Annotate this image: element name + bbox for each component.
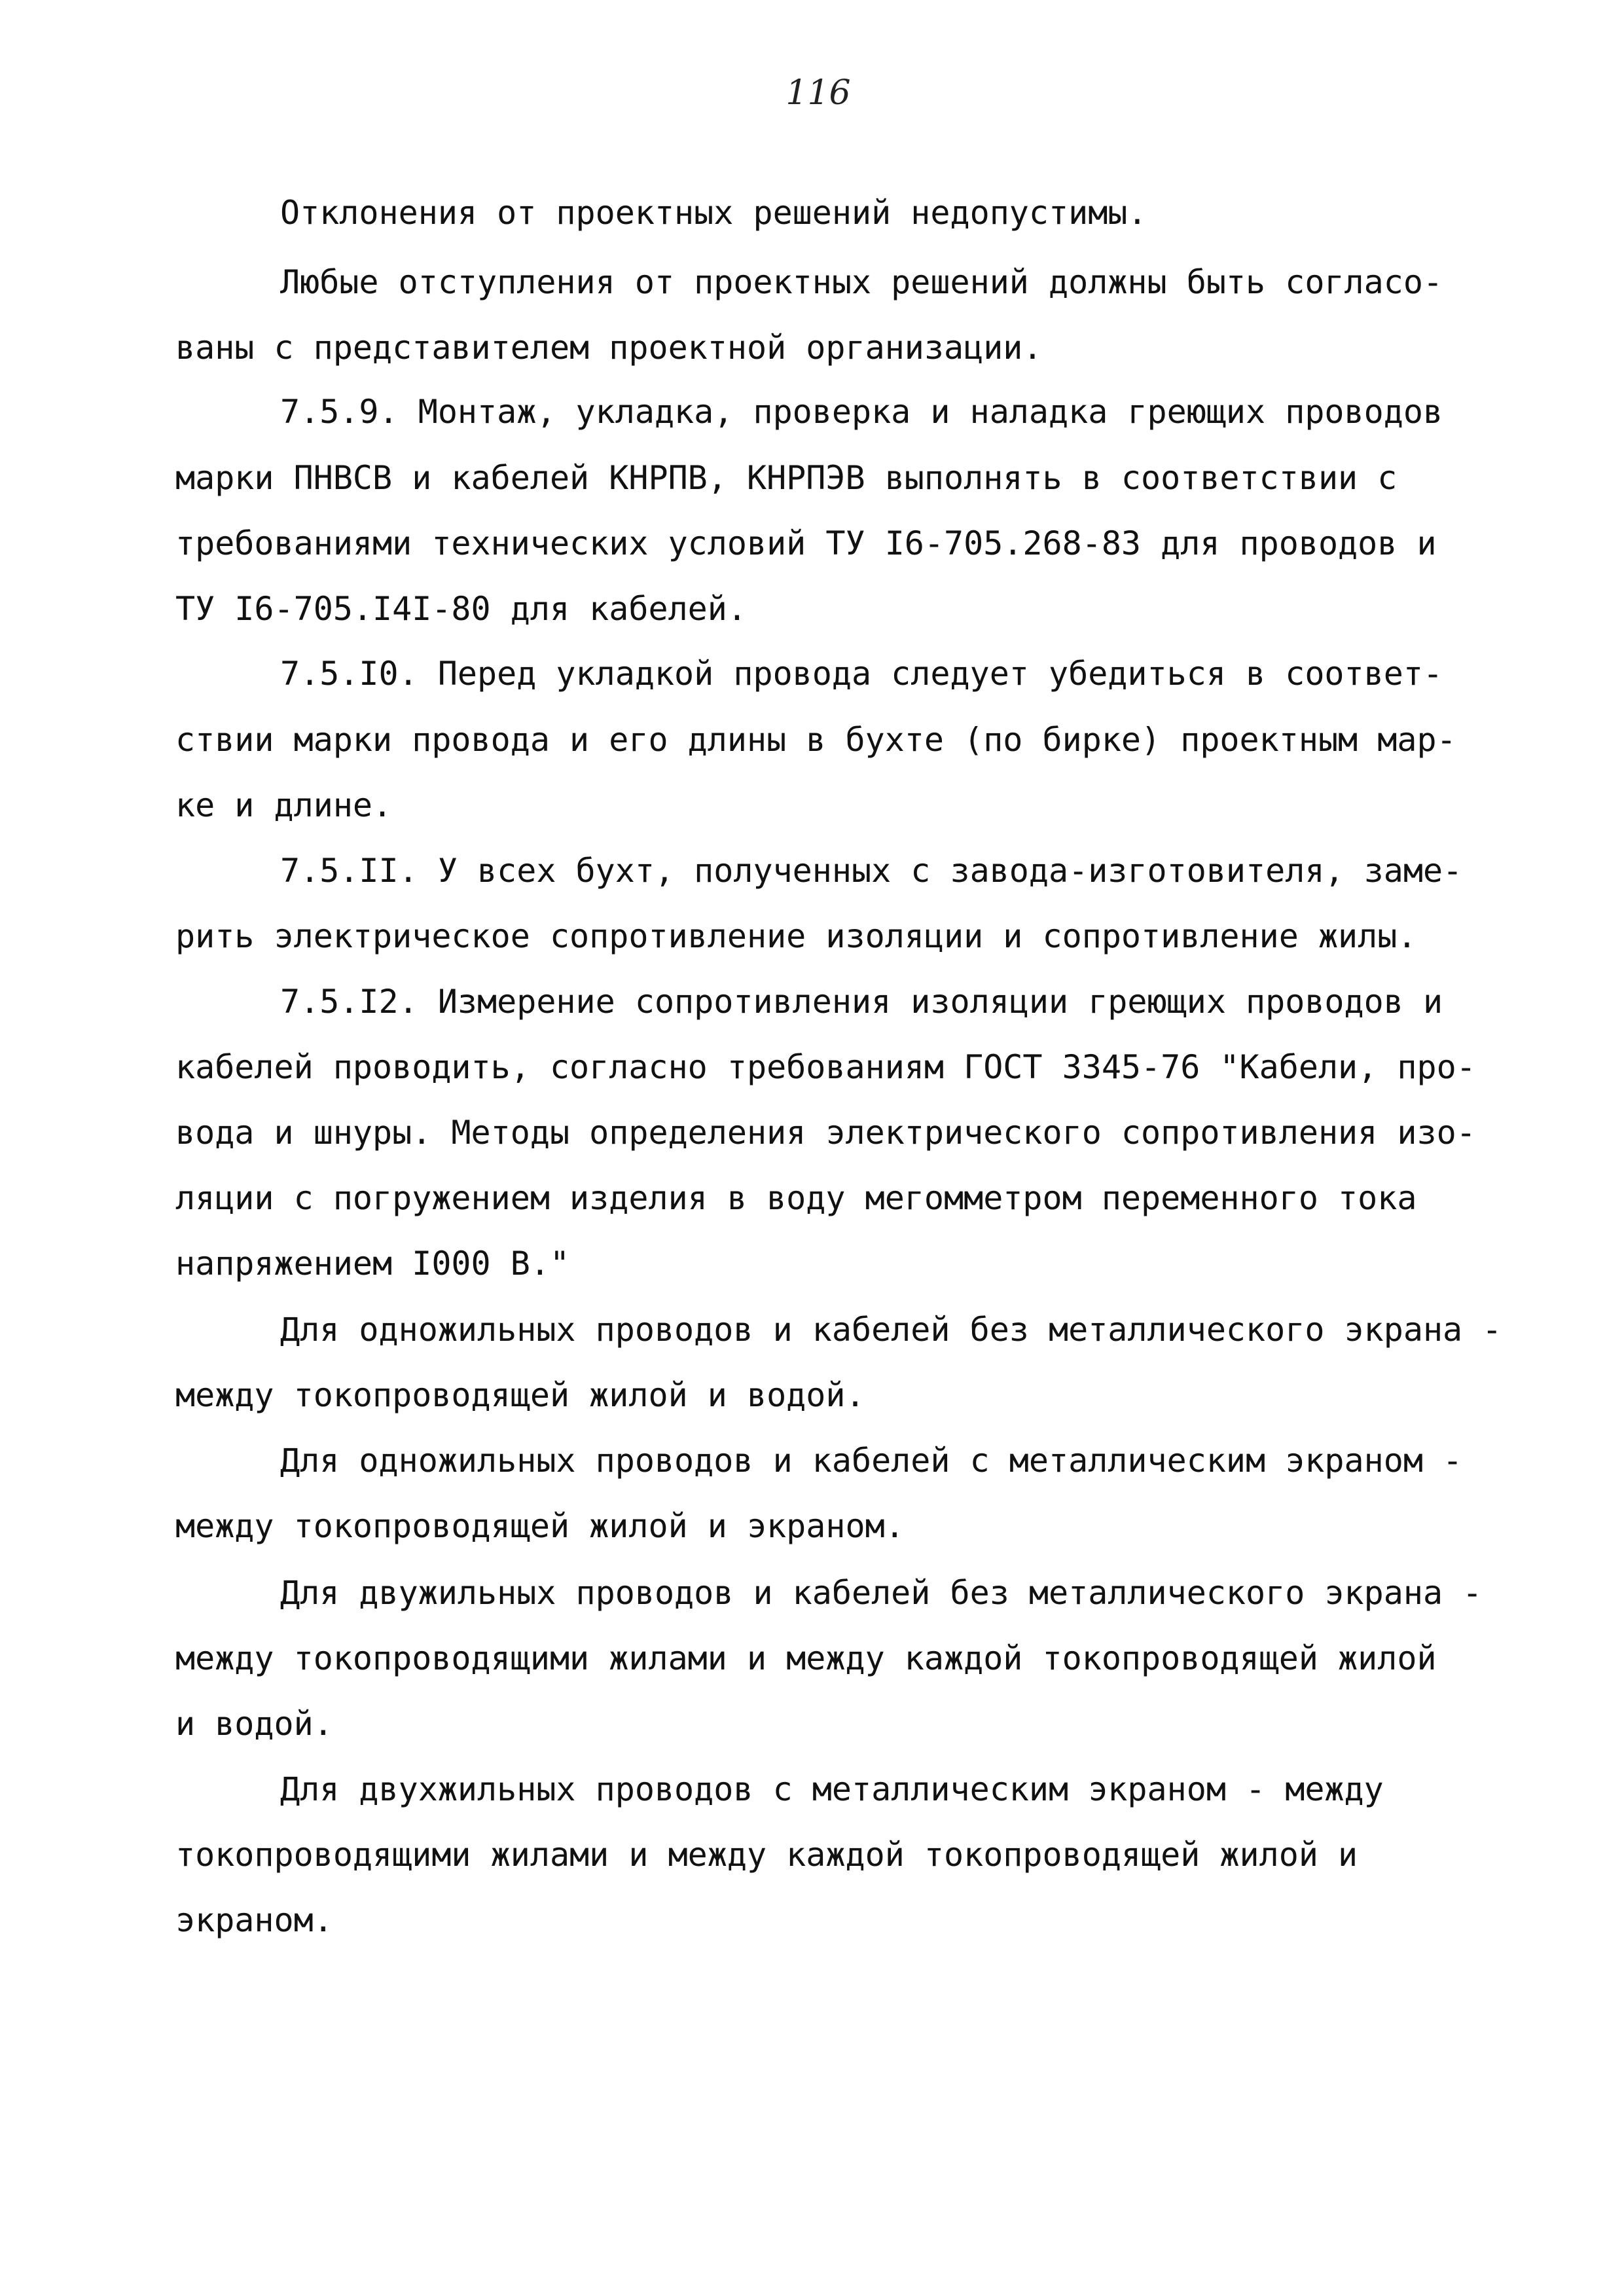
text-line: экраном.: [175, 1901, 333, 1939]
text-line: Для одножильных проводов и кабелей без металлического экрана -: [280, 1311, 1502, 1349]
text-line: между токопроводящими жилами и между каждой токопроводящей жилой: [175, 1639, 1437, 1677]
text-line: между токопроводящей жилой и экраном.: [175, 1507, 905, 1545]
text-line: напряжением I000 В.": [175, 1245, 570, 1283]
text-line: вода и шнуры. Методы определения электрического сопротивления изо-: [175, 1114, 1476, 1152]
text-line: Для одножильных проводов и кабелей с металлическим экраном -: [280, 1442, 1463, 1480]
text-line: 7.5.II. У всех бухт, полученных с завода-изготовителя, заме-: [280, 852, 1463, 890]
text-line: 7.5.I2. Измерение сопротивления изоляции греющих проводов и: [280, 983, 1443, 1021]
text-line: 7.5.I0. Перед укладкой провода следует убедиться в соответ-: [280, 655, 1443, 693]
text-line: марки ПНВСВ и кабелей КНРПВ, КНРПЭВ выполнять в соответствии с: [175, 459, 1398, 497]
text-line: ляции с погружением изделия в воду мегомметром переменного тока: [175, 1179, 1417, 1217]
text-line: кабелей проводить, согласно требованиям ГОСТ 3345-76 "Кабели, про-: [175, 1048, 1476, 1086]
text-line: 7.5.9. Монтаж, укладка, проверка и наладка греющих проводов: [280, 393, 1443, 431]
text-line: Отклонения от проектных решений недопустимы.: [280, 194, 1147, 232]
text-line: и водой.: [175, 1705, 333, 1743]
text-line: Любые отступления от проектных решений должны быть согласо-: [280, 263, 1443, 301]
text-line: Для двухжильных проводов с металлическим экраном - между: [280, 1770, 1384, 1808]
text-line: токопроводящими жилами и между каждой токопроводящей жилой и: [175, 1836, 1358, 1874]
text-line: ТУ I6-705.I4I-80 для кабелей.: [175, 590, 747, 628]
text-line: между токопроводящей жилой и водой.: [175, 1376, 865, 1414]
text-line: требованиями технических условий ТУ I6-705.268-83 для проводов и: [175, 524, 1437, 562]
text-line: Для двужильных проводов и кабелей без металлического экрана -: [280, 1574, 1483, 1612]
text-line: ваны с представителем проектной организации.: [175, 329, 1043, 367]
text-line: рить электрическое сопротивление изоляции и сопротивление жилы.: [175, 917, 1417, 955]
text-line: ствии марки провода и его длины в бухте (по бирке) проектным мар-: [175, 721, 1456, 759]
page-number: 116: [785, 73, 851, 113]
text-line: ке и длине.: [175, 786, 393, 824]
